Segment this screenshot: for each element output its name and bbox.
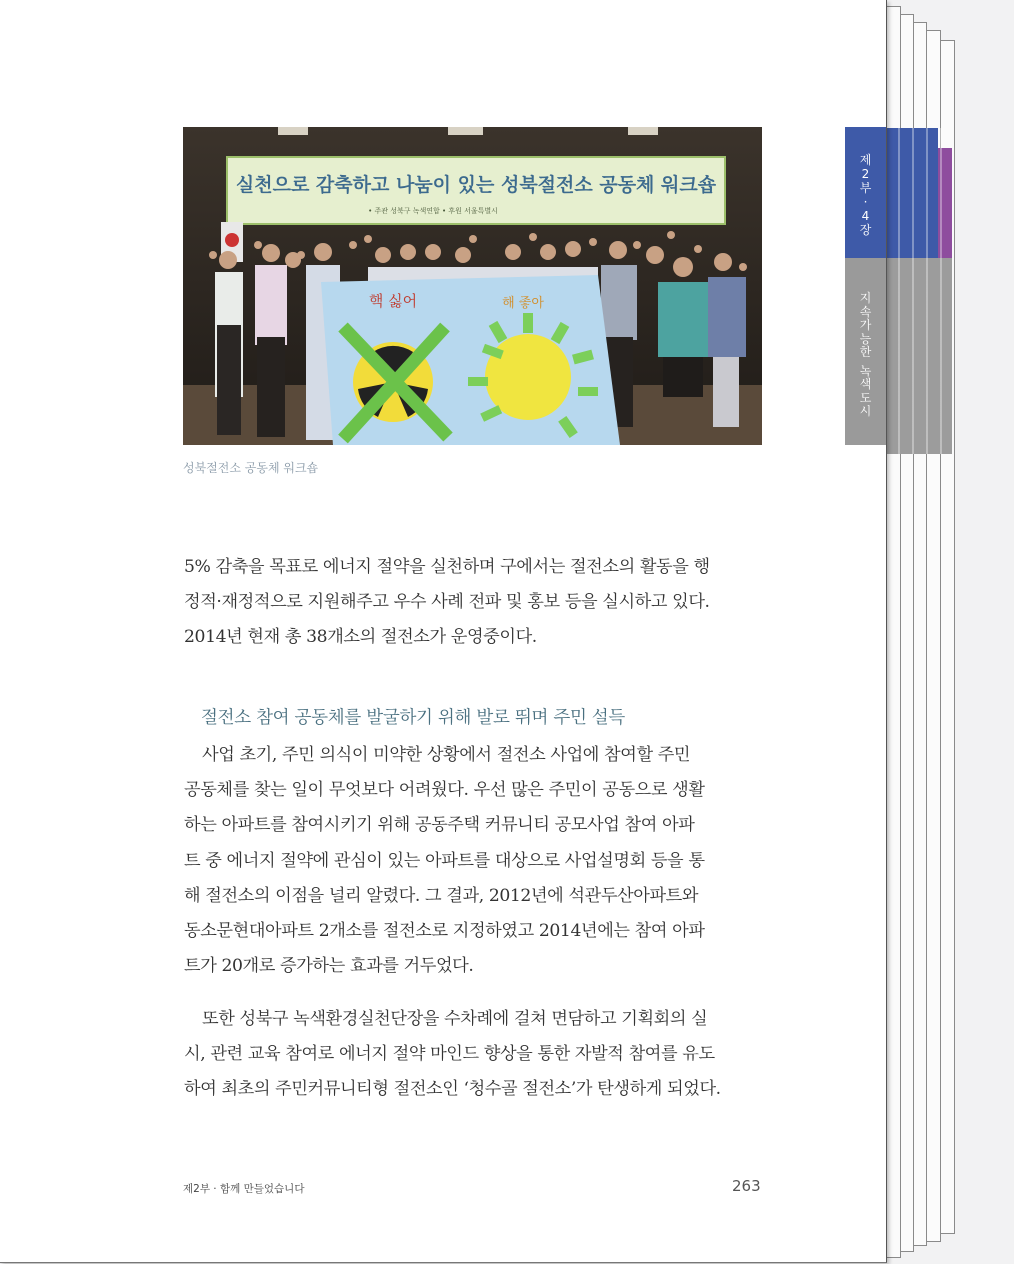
text-line: 트가 20개로 증가하는 효과를 거두었다. xyxy=(184,956,474,977)
chapter-title-tab xyxy=(845,258,886,445)
text-line: 동소문현대아파트 2개소를 절전소로 지정하였고 2014년에는 참여 아파 xyxy=(184,921,705,942)
flag-left-text: 핵 싫어 xyxy=(368,292,418,310)
text-line: 트 중 에너지 절약에 관심이 있는 아파트를 대상으로 사업설명회 등을 통 xyxy=(184,850,705,871)
text-line: 시, 관련 교육 참여로 에너지 절약 마인드 향상을 통한 자발적 참여를 유도 xyxy=(184,1044,715,1065)
text-line: 사업 초기, 주민 의식이 미약한 상황에서 절전소 사업에 참여할 주민 xyxy=(202,745,691,765)
text-line: 하여 최초의 주민커뮤니티형 절전소인 ‘청수골 절전소’가 탄생하게 되었다. xyxy=(184,1079,721,1100)
workshop-photo xyxy=(183,127,762,445)
text-line: 또한 성북구 녹색환경실천단장을 수차례에 걸쳐 면담하고 기획회의 실 xyxy=(202,1009,708,1029)
body-paragraph-2 xyxy=(184,1002,764,1108)
photo-illustration xyxy=(183,127,762,445)
banner-headline: 실천으로 감축하고 나눔이 있는 성북절전소 공동체 워크숍 xyxy=(235,174,717,196)
chapter-title-label: 지 속 가 능 한 녹 색 도 시 xyxy=(859,291,872,418)
chapter-tab xyxy=(845,127,886,258)
text-line: 정적·재정적으로 지원해주고 우수 사례 전파 및 홍보 등을 실시하고 있다. xyxy=(184,592,710,613)
photo-caption: 성북절전소 공동체 워크숍 xyxy=(183,461,319,475)
protest-flag xyxy=(321,275,620,445)
banner xyxy=(227,157,725,224)
page-number: 263 xyxy=(732,1177,761,1195)
section-subheading: 절전소 참여 공동체를 발굴하기 위해 발로 뛰며 주민 설득 xyxy=(201,708,626,728)
edge-lines xyxy=(886,128,952,454)
text-line: 공동체를 찾는 일이 무엇보다 어려웠다. 우선 많은 주민이 공동으로 생활 xyxy=(184,780,705,801)
text-line: 해 절전소의 이점을 널리 알렸다. 그 결과, 2012년에 석관두산아파트와 xyxy=(184,885,699,906)
text-line: 2014년 현재 총 38개소의 절전소가 운영중이다. xyxy=(184,627,537,648)
footer-section-title: 제2부 · 함께 만들었습니다 xyxy=(183,1183,305,1195)
text-line: 하는 아파트를 참여시키기 위해 공동주택 커뮤니티 공모사업 참여 아파 xyxy=(184,815,695,836)
text-line: 5% 감축을 목표로 에너지 절약을 실천하며 구에서는 절전소의 활동을 행 xyxy=(184,557,710,577)
intro-paragraph xyxy=(184,550,764,656)
banner-sponsors: • 주관 성북구 녹색연합 • 후원 서울특별시 xyxy=(368,207,498,215)
flag-right-text: 해 좋아 xyxy=(502,296,544,311)
body-paragraph-1 xyxy=(184,738,764,984)
chapter-tab-label: 제 2 부 · 4 장 xyxy=(859,153,872,237)
